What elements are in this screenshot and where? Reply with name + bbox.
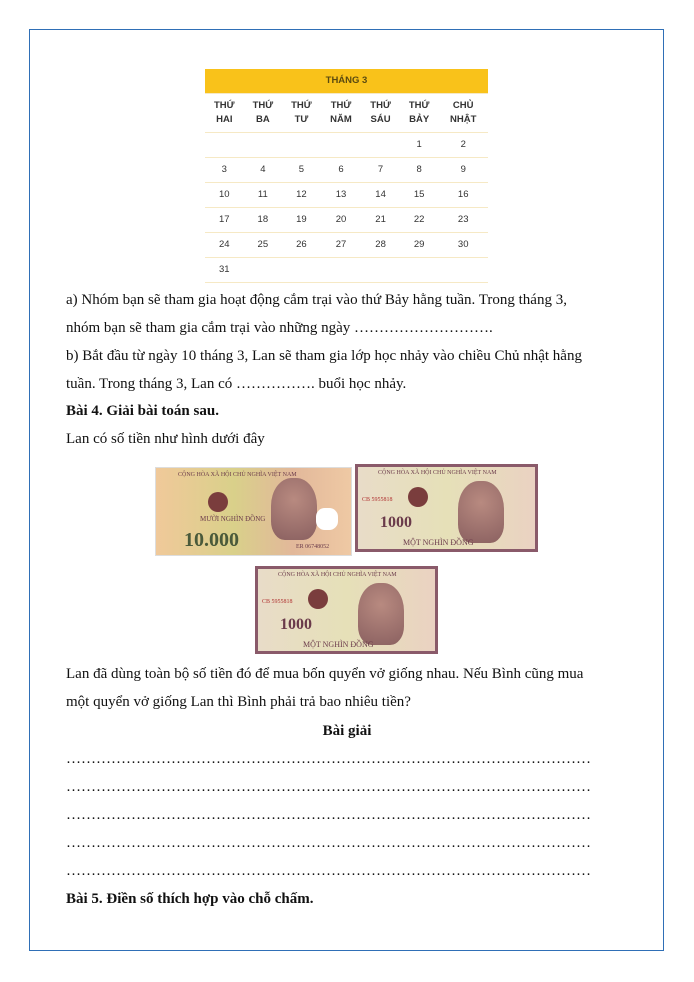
answer-line[interactable]: …………………………………………………………………………………………… (66, 807, 591, 823)
calendar-day: 4 (244, 158, 283, 183)
calendar-day (321, 258, 362, 283)
calendar-day: 24 (205, 233, 244, 258)
calendar-day: 23 (438, 208, 488, 233)
calendar-day (438, 258, 488, 283)
calendar-day (400, 258, 439, 283)
calendar-day: 11 (244, 183, 283, 208)
exercise-5-heading: Bài 5. Điền số thích hợp vào chỗ chấm. (66, 891, 314, 907)
calendar-day: 25 (244, 233, 283, 258)
calendar-day (282, 133, 321, 158)
calendar-day: 31 (205, 258, 244, 283)
calendar-week (205, 133, 488, 158)
calendar-week (205, 233, 488, 258)
emblem-icon (408, 487, 428, 507)
calendar-day: 30 (438, 233, 488, 258)
calendar-day: 20 (321, 208, 362, 233)
weekday-header: THỨ SÁU (361, 94, 400, 133)
calendar-day: 18 (244, 208, 283, 233)
question-a-line1: a) Nhóm bạn sẽ tham gia hoạt động cắm trại vào thứ Bảy hằng tuần. Trong tháng 3, (66, 292, 567, 308)
calendar-day: 7 (361, 158, 400, 183)
calendar-day: 12 (282, 183, 321, 208)
calendar-day: 14 (361, 183, 400, 208)
calendar-week (205, 183, 488, 208)
calendar-day (244, 133, 283, 158)
calendar-day: 2 (438, 133, 488, 158)
calendar-day (361, 258, 400, 283)
answer-line[interactable]: …………………………………………………………………………………………… (66, 835, 591, 851)
calendar-week (205, 208, 488, 233)
money-intro: Lan có số tiền như hình dưới đây (66, 431, 265, 447)
calendar-day (244, 258, 283, 283)
calendar-day: 10 (205, 183, 244, 208)
calendar-day (205, 133, 244, 158)
portrait-image (358, 583, 404, 645)
weekday-header: THỨ TƯ (282, 94, 321, 133)
weekday-header: THỨ NĂM (321, 94, 362, 133)
calendar-day: 13 (321, 183, 362, 208)
calendar-day: 3 (205, 158, 244, 183)
calendar-day: 9 (438, 158, 488, 183)
answer-line[interactable]: …………………………………………………………………………………………… (66, 863, 591, 879)
calendar-day (321, 133, 362, 158)
weekday-header: CHỦ NHẬT (438, 94, 488, 133)
calendar-day (361, 133, 400, 158)
calendar-day: 29 (400, 233, 439, 258)
answer-line[interactable]: …………………………………………………………………………………………… (66, 751, 591, 767)
banknote-1000: CỘNG HÒA XÃ HỘI CHỦ NGHĨA VIỆT NAM CB 5955818 1000 MỘT NGHÌN ĐỒNG (255, 566, 438, 654)
banknote-10000: CỘNG HÒA XÃ HỘI CHỦ NGHĨA VIỆT NAM MƯỜI NGHÌN ĐỒNG 10.000 ER 06748052 (155, 467, 352, 556)
march-calendar (205, 69, 488, 283)
calendar-day: 21 (361, 208, 400, 233)
answer-line[interactable]: …………………………………………………………………………………………… (66, 779, 591, 795)
portrait-image (271, 478, 317, 540)
question-a-line2: nhóm bạn sẽ tham gia cắm trại vào những ngày ………………………. (66, 320, 493, 336)
calendar-day: 8 (400, 158, 439, 183)
solution-heading: Bài giải (322, 723, 372, 739)
calendar-title: THÁNG 3 (205, 69, 488, 94)
calendar-day: 5 (282, 158, 321, 183)
calendar-week (205, 158, 488, 183)
calendar-day: 1 (400, 133, 439, 158)
calendar-day: 17 (205, 208, 244, 233)
calendar-day: 26 (282, 233, 321, 258)
calendar-day: 19 (282, 208, 321, 233)
weekday-header: THỨ BẢY (400, 94, 439, 133)
question-b-line2: tuần. Trong tháng 3, Lan có ……………. buổi học nhảy. (66, 376, 407, 392)
banknote-1000: CỘNG HÒA XÃ HỘI CHỦ NGHĨA VIỆT NAM CB 5955818 1000 MỘT NGHÌN ĐỒNG (355, 464, 538, 552)
problem-line2: một quyển vở giống Lan thì Bình phải trả bao nhiêu tiền? (66, 694, 411, 710)
calendar-day (282, 258, 321, 283)
question-b-line1: b) Bắt đầu từ ngày 10 tháng 3, Lan sẽ tham gia lớp học nhảy vào chiều Chủ nhật hằng (66, 348, 582, 364)
calendar-day: 16 (438, 183, 488, 208)
problem-line1: Lan đã dùng toàn bộ số tiền đó để mua bốn quyển vở giống nhau. Nếu Bình cũng mua (66, 666, 584, 682)
calendar-day: 22 (400, 208, 439, 233)
weekday-header: THỨ BA (244, 94, 283, 133)
calendar-day: 28 (361, 233, 400, 258)
emblem-icon (208, 492, 228, 512)
weekday-header: THỨ HAI (205, 94, 244, 133)
calendar-week (205, 258, 488, 283)
calendar-day: 27 (321, 233, 362, 258)
portrait-image (458, 481, 504, 543)
calendar-day: 15 (400, 183, 439, 208)
emblem-icon (308, 589, 328, 609)
calendar-day: 6 (321, 158, 362, 183)
exercise-4-heading: Bài 4. Giải bài toán sau. (66, 403, 219, 419)
